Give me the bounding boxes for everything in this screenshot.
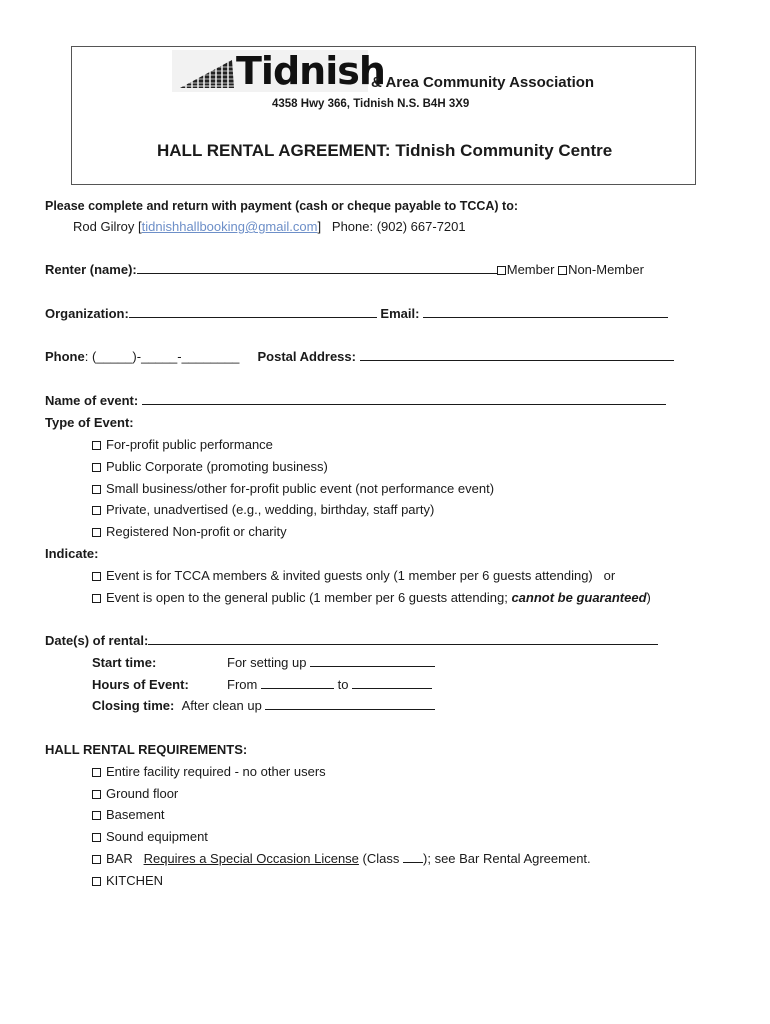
checkbox[interactable] (92, 441, 101, 450)
event-type-label-text: Registered Non-profit or charity (106, 524, 287, 539)
hours-to-text: to (337, 677, 349, 692)
page-title: HALL RENTAL AGREEMENT: Tidnish Community Centre (157, 141, 613, 160)
indicate-option-text: Event is for TCCA members & invited guests only (1 member per 6 guests attending) (106, 568, 593, 583)
bar-suffix-text: ); see Bar Rental Agreement. (423, 851, 591, 866)
event-name-row (45, 393, 666, 409)
non-member-label: Non-Member (568, 262, 644, 277)
start-time-label: Start time: (92, 655, 157, 670)
checkbox[interactable] (92, 768, 101, 777)
event-type-label-text: Private, unadvertised (e.g., wedding, birthday, staff party) (106, 502, 435, 517)
checkbox[interactable] (92, 790, 101, 799)
closing-label: Closing time: (92, 698, 175, 713)
indicate-close: ) (646, 590, 651, 605)
renter-row (45, 262, 644, 278)
hours-from-field[interactable] (261, 677, 334, 689)
postal-address-label: Postal Address: (257, 349, 356, 364)
member-checkbox[interactable] (497, 266, 506, 275)
checkbox[interactable] (92, 572, 101, 581)
requirement-bar-option[interactable] (92, 851, 591, 867)
organization-field[interactable] (129, 306, 377, 318)
requirement-text: Sound equipment (106, 829, 208, 844)
organization-row (45, 306, 668, 322)
indicate-or: or (603, 568, 616, 583)
special-occasion-license-link[interactable]: Requires a Special Occasion License (143, 851, 359, 866)
email-label: Email: (380, 306, 420, 321)
logo-word: Tidnish (236, 49, 385, 93)
org-name: & Area Community Association (371, 74, 595, 91)
checkbox[interactable] (92, 855, 101, 864)
contact-line (73, 219, 466, 235)
start-time-text: For setting up (227, 655, 307, 670)
phone-format[interactable]: : (_____)-_____-________ (84, 349, 240, 364)
postal-address-field[interactable] (360, 349, 674, 361)
event-name-label: Name of event: (45, 393, 139, 408)
checkbox[interactable] (92, 833, 101, 842)
checkbox[interactable] (92, 506, 101, 515)
hours-label: Hours of Event: (92, 677, 189, 692)
event-type-label-text: Small business/other for-profit public event (not performance event) (106, 481, 495, 496)
closing-row (92, 698, 435, 714)
indicate-option-public[interactable] (92, 590, 651, 606)
contact-phone: Phone: (902) 667-7201 (331, 219, 466, 234)
closing-text: After clean up (181, 698, 262, 713)
requirement-text: Basement (106, 807, 165, 822)
checkbox[interactable] (92, 463, 101, 472)
indicate-label: Indicate: (45, 546, 99, 561)
indicate-option-members[interactable] (92, 568, 615, 584)
start-time-field[interactable] (310, 655, 435, 667)
checkbox[interactable] (92, 485, 101, 494)
phone-row (45, 349, 674, 365)
event-type-label: Type of Event: (45, 415, 134, 430)
requirement-option[interactable] (92, 807, 165, 823)
start-time-row (227, 655, 435, 671)
requirement-text: Entire facility required - no other users (106, 764, 326, 779)
bar-class-text: (Class (362, 851, 400, 866)
hours-to-field[interactable] (352, 677, 432, 689)
checkbox[interactable] (92, 594, 101, 603)
instruction-text: Please complete and return with payment (cash or cheque payable to TCCA) to: (45, 199, 519, 213)
bar-class-field[interactable] (403, 851, 423, 863)
event-type-label-text: For-profit public performance (106, 437, 273, 452)
closing-field[interactable] (265, 698, 435, 710)
event-type-option[interactable] (92, 437, 273, 453)
requirements-label: HALL RENTAL REQUIREMENTS: (45, 742, 248, 757)
rental-date-label: Date(s) of rental: (45, 633, 149, 648)
checkbox[interactable] (92, 528, 101, 537)
event-type-label-text: Public Corporate (promoting business) (106, 459, 328, 474)
renter-label: Renter (name): (45, 262, 137, 277)
rental-date-field[interactable] (148, 633, 658, 645)
hours-row (227, 677, 432, 693)
contact-email-link[interactable]: tidnishhallbooking@gmail.com (141, 219, 318, 234)
requirement-text: Ground floor (106, 786, 179, 801)
renter-name-field[interactable] (137, 262, 497, 274)
contact-close: ] (317, 219, 322, 234)
indicate-emphasis: cannot be guaranteed (511, 590, 647, 605)
event-name-field[interactable] (142, 393, 666, 405)
event-type-option[interactable] (92, 502, 434, 518)
requirement-kitchen-option[interactable] (92, 873, 163, 889)
rental-date-row (45, 633, 658, 649)
requirement-option[interactable] (92, 786, 178, 802)
contact-name: Rod Gilroy [ (73, 219, 142, 234)
member-label: Member (506, 262, 555, 277)
event-type-option[interactable] (92, 524, 287, 540)
event-type-option[interactable] (92, 459, 328, 475)
phone-label: Phone (45, 349, 85, 364)
checkbox[interactable] (92, 811, 101, 820)
requirement-option[interactable] (92, 764, 326, 780)
org-address: 4358 Hwy 366, Tidnish N.S. B4H 3X9 (272, 98, 470, 110)
indicate-option-text: Event is open to the general public (1 member per 6 guests attending; (106, 590, 508, 605)
checkbox[interactable] (92, 877, 101, 886)
email-field[interactable] (423, 306, 668, 318)
hours-from-text: From (227, 677, 258, 692)
organization-label: Organization: (45, 306, 129, 321)
kitchen-text: KITCHEN (106, 873, 164, 888)
non-member-checkbox[interactable] (558, 266, 567, 275)
bar-label: BAR (106, 851, 133, 866)
requirement-option[interactable] (92, 829, 208, 845)
event-type-option[interactable] (92, 481, 494, 497)
